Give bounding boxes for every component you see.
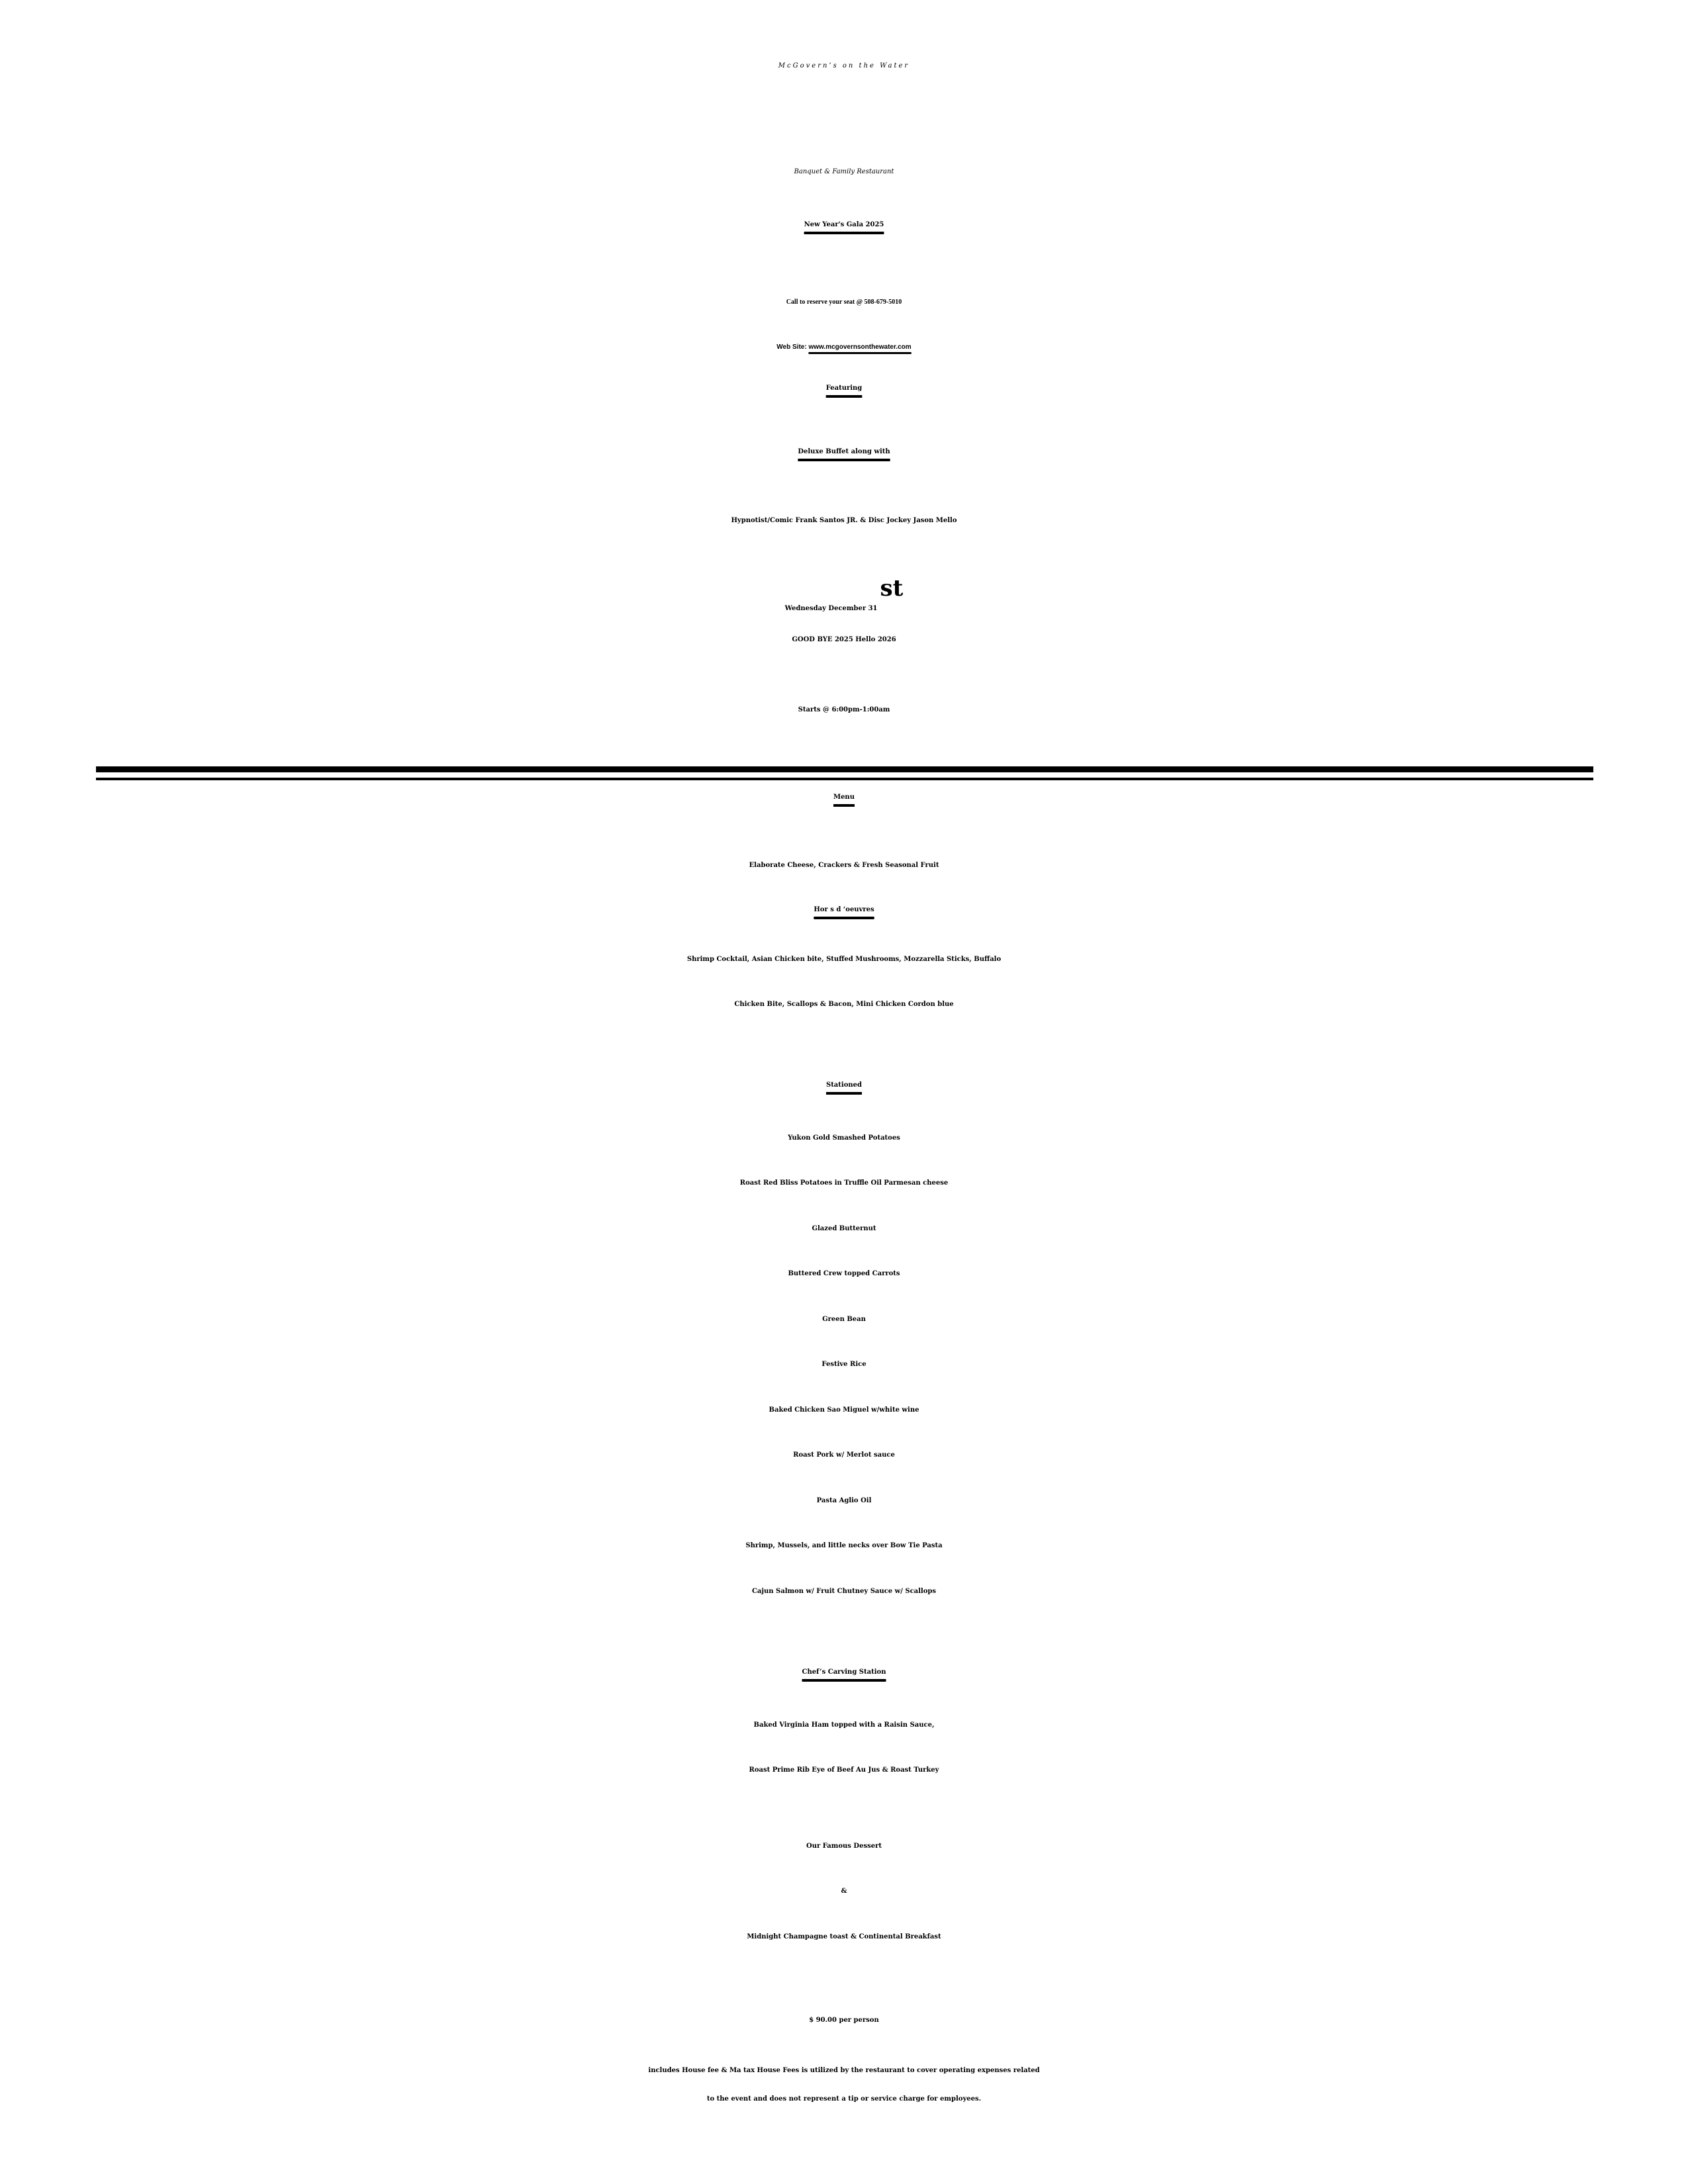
stationed-item: Buttered Crew topped Carrots [788, 1270, 900, 1277]
stationed-item: Yukon Gold Smashed Potatoes [788, 1134, 900, 1142]
event-times: Starts @ 6:00pm-1:00am [798, 706, 890, 713]
website-link[interactable]: www.mcgovernsonthewater.com [808, 343, 912, 351]
stationed-item: Cajun Salmon w/ Fruit Chutney Sauce w/ Scallops [751, 1588, 937, 1595]
divider-thin [96, 778, 1593, 780]
dessert-line: Our Famous Dessert [806, 1843, 882, 1850]
restaurant-subtitle: Banquet & Family Restaurant [794, 168, 894, 175]
event-date [0, 577, 1688, 612]
website-label: Web Site: [776, 343, 809, 351]
ampersand-line: & [841, 1888, 847, 1895]
stationed-item: Pasta Aglio Oil [816, 1497, 872, 1504]
event-date-suffix: st [880, 575, 904, 602]
divider-thick [96, 766, 1593, 772]
hors-doeuvres-item: Shrimp Cocktail, Asian Chicken bite, Stuffed Mushrooms, Mozzarella Sticks, Buffalo [686, 956, 1002, 963]
carving-station-heading: Chef’s Carving Station [802, 1668, 886, 1676]
stationed-heading: Stationed [825, 1081, 863, 1089]
fine-print: to the event and does not represent a tip or service charge for employees. [706, 2095, 982, 2103]
website-line [0, 344, 1688, 351]
menu-intro: Elaborate Cheese, Crackers & Fresh Seasonal Fruit [749, 862, 939, 869]
menu-heading: Menu [833, 794, 855, 801]
deluxe-buffet-heading: Deluxe Buffet along with [798, 448, 890, 455]
carving-item: Roast Prime Rib Eye of Beef Au Jus & Roast Turkey [749, 1766, 939, 1774]
stationed-item: Baked Chicken Sao Miguel w/white wine [769, 1406, 919, 1414]
stationed-item: Green Bean [822, 1316, 866, 1323]
reservation-phone: Call to reserve your seat @ 508-679-5010 [786, 298, 902, 306]
fine-print: includes House fee & Ma tax House Fees is utilized by the restaurant to cover operating expenses related [648, 2067, 1040, 2074]
hors-doeuvres-heading: Hor s d ‘oeuvres [814, 906, 874, 913]
restaurant-name: McGovern’s on the Water [778, 62, 910, 69]
stationed-item: Festive Rice [821, 1361, 867, 1368]
carving-item: Baked Virginia Ham topped with a Raisin Sauce, [753, 1721, 935, 1729]
stationed-item: Roast Pork w/ Merlot sauce [793, 1451, 895, 1459]
hors-doeuvres-item: Chicken Bite, Scallops & Bacon, Mini Chicken Cordon blue [734, 1001, 954, 1008]
midnight-line: Midnight Champagne toast & Continental Breakfast [747, 1933, 941, 1940]
featuring-heading: Featuring [825, 385, 863, 392]
event-date-text: Wednesday December 31 [784, 605, 878, 612]
goodbye-hello-line: GOOD BYE 2025 Hello 2026 [792, 636, 896, 643]
stationed-item: Shrimp, Mussels, and little necks over Bow Tie Pasta [745, 1542, 943, 1549]
event-title: New Year's Gala 2025 [804, 221, 884, 228]
stationed-item: Roast Red Bliss Potatoes in Truffle Oil Parmesan cheese [739, 1179, 949, 1187]
price-line: $ 90.00 per person [809, 2017, 879, 2024]
entertainment-line: Hypnotist/Comic Frank Santos JR. & Disc Jockey Jason Mello [731, 517, 957, 524]
stationed-item: Glazed Butternut [812, 1225, 876, 1232]
